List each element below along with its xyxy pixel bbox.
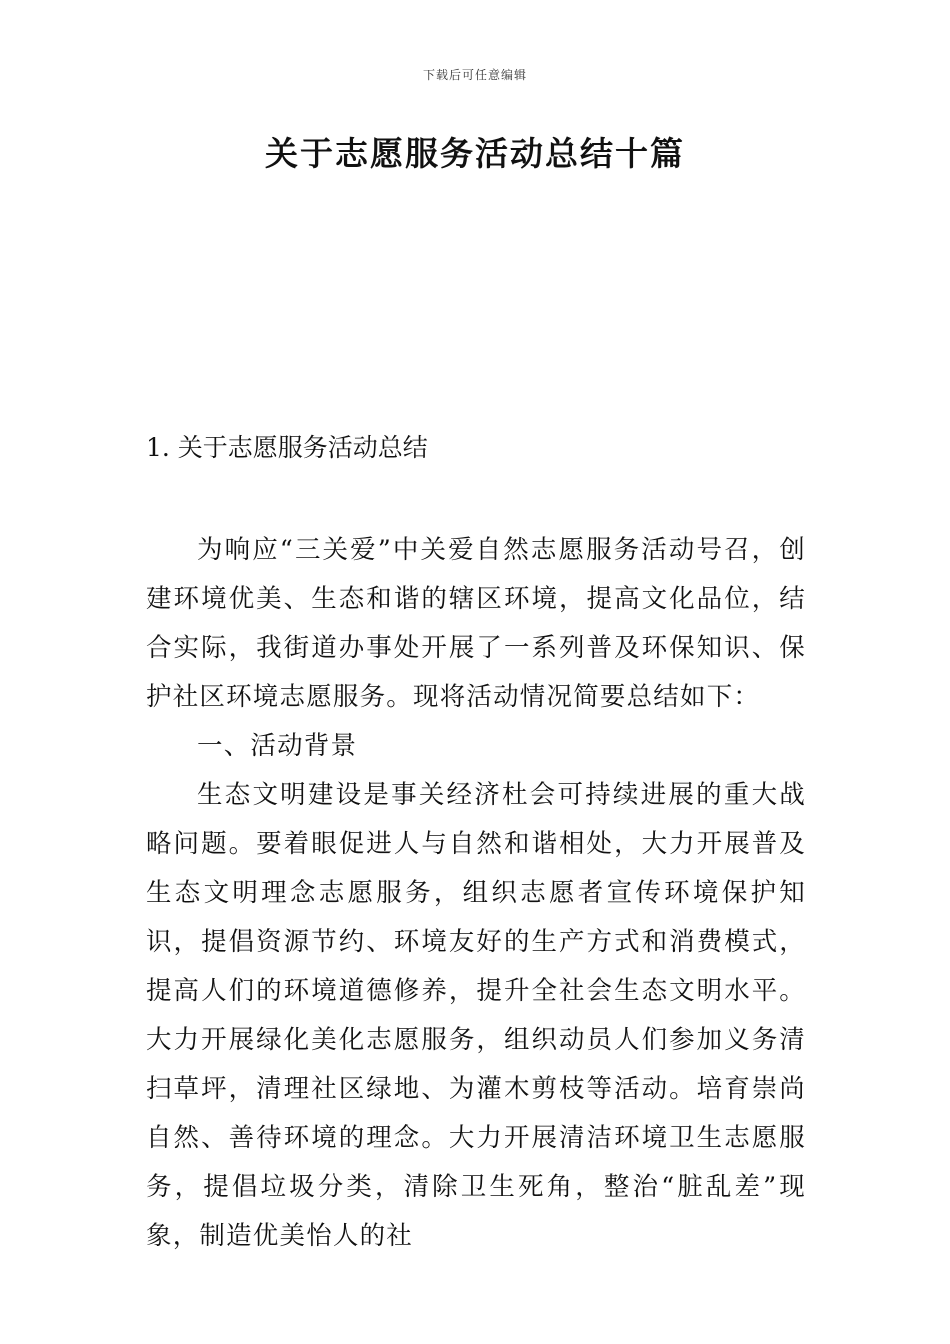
- paragraph-intro: 为响应“三关爱”中关爱自然志愿服务活动号召，创建环境优美、生态和谐的辖区环境，提高文化品位，结合实际，我街道办事处开展了一系列普及环保知识、保护社区环境志愿服务。现将活动情况简要总结如下：: [146, 535, 806, 712]
- header-note: 下载后可任意编辑: [422, 68, 527, 82]
- section-heading: 1. 关于志愿服务活动总结: [146, 433, 428, 462]
- paragraph-subheading-background: 一、活动背景: [197, 731, 358, 761]
- paragraph-background: 生态文明建设是事关经济杜会可持续进展的重大战略问题。要着眼促进人与自然和谐相处，大力开展普及生态文明理念志愿服务，组织志愿者宣传环境保护知识，提倡资源节约、环境友好的生产方式和消费模式，提高人们的环境道德修养，提升全社会生态文明水平。大力开展绿化美化志愿服务，组织动员人们参加义务清扫草坪，清理社区绿地、为灌木剪枝等活动。培育崇尚自然、善待环境的理念。大力开展清洁环境卫生志愿服务，提倡垃圾分类，清除卫生死角，整治“脏乱差”现象，制造优美怡人的社: [146, 780, 806, 1251]
- body-text: [146, 526, 806, 1261]
- document-title: 关于志愿服务活动总结十篇: [265, 134, 685, 173]
